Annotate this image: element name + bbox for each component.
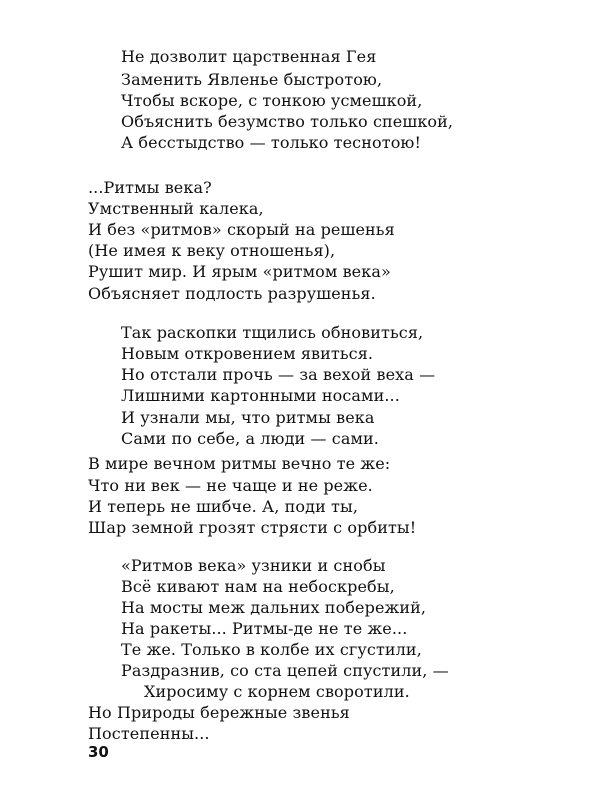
poem-line: Не дозволит царственная Гея: [121, 47, 377, 66]
poem-line: Хиросиму с корнем своротили.: [144, 682, 410, 701]
poem-line: Те же. Только в колбе их сгустили,: [121, 640, 422, 659]
poem-line: Что ни век — не чаще и не реже.: [88, 476, 373, 495]
poem-line: (Не имея к веку отношенья),: [88, 241, 336, 260]
poem-line: Всё кивают нам на небоскребы,: [121, 577, 395, 596]
poem-line: И узнали мы, что ритмы века: [121, 408, 375, 427]
poem-line: Раздразнив, со ста цепей спустили, —: [121, 661, 449, 680]
poem-line: ...Ритмы века?: [88, 178, 212, 197]
poem-line: На ракеты... Ритмы-де не те же...: [121, 619, 408, 638]
page-number: 30: [88, 743, 109, 761]
poem-line: Объясняет подлость разрушенья.: [88, 284, 376, 303]
poem-line: Заменить Явленье быстротою,: [121, 70, 383, 89]
poem-line: Но Природы бережные звенья: [88, 703, 350, 722]
poem-line: Рушит мир. И ярым «ритмом века»: [88, 262, 391, 281]
poem-line: Так раскопки тщились обновиться,: [121, 323, 424, 342]
poem-line: Лишними картонными носами...: [121, 386, 400, 405]
poem-line: Новым откровением явиться.: [121, 344, 374, 363]
poem-line: Сами по себе, а люди — сами.: [121, 429, 379, 448]
poem-line: И без «ритмов» скорый на решенья: [88, 220, 395, 239]
poem-line: Чтобы вскоре, с тонкою усмешкой,: [121, 91, 423, 110]
poem-line: И теперь не шибче. А, поди ты,: [88, 497, 358, 516]
poem-line: Объяснить безумство только спешкой,: [121, 112, 454, 131]
poem-line: «Ритмов века» узники и снобы: [121, 556, 386, 575]
poem-line: В мире вечном ритмы вечно те же:: [88, 454, 391, 473]
poem-line: Шар земной грозят стрясти с орбиты!: [88, 518, 417, 537]
poem-line: Умственный калека,: [88, 199, 264, 218]
poem-line: Но отстали прочь — за вехой веха —: [121, 365, 436, 384]
poem-line: А бесстыдство — только теснотою!: [121, 133, 421, 152]
poem-line: На мосты меж дальних побережий,: [121, 598, 427, 617]
poem-line: Постепенны...: [88, 724, 210, 743]
